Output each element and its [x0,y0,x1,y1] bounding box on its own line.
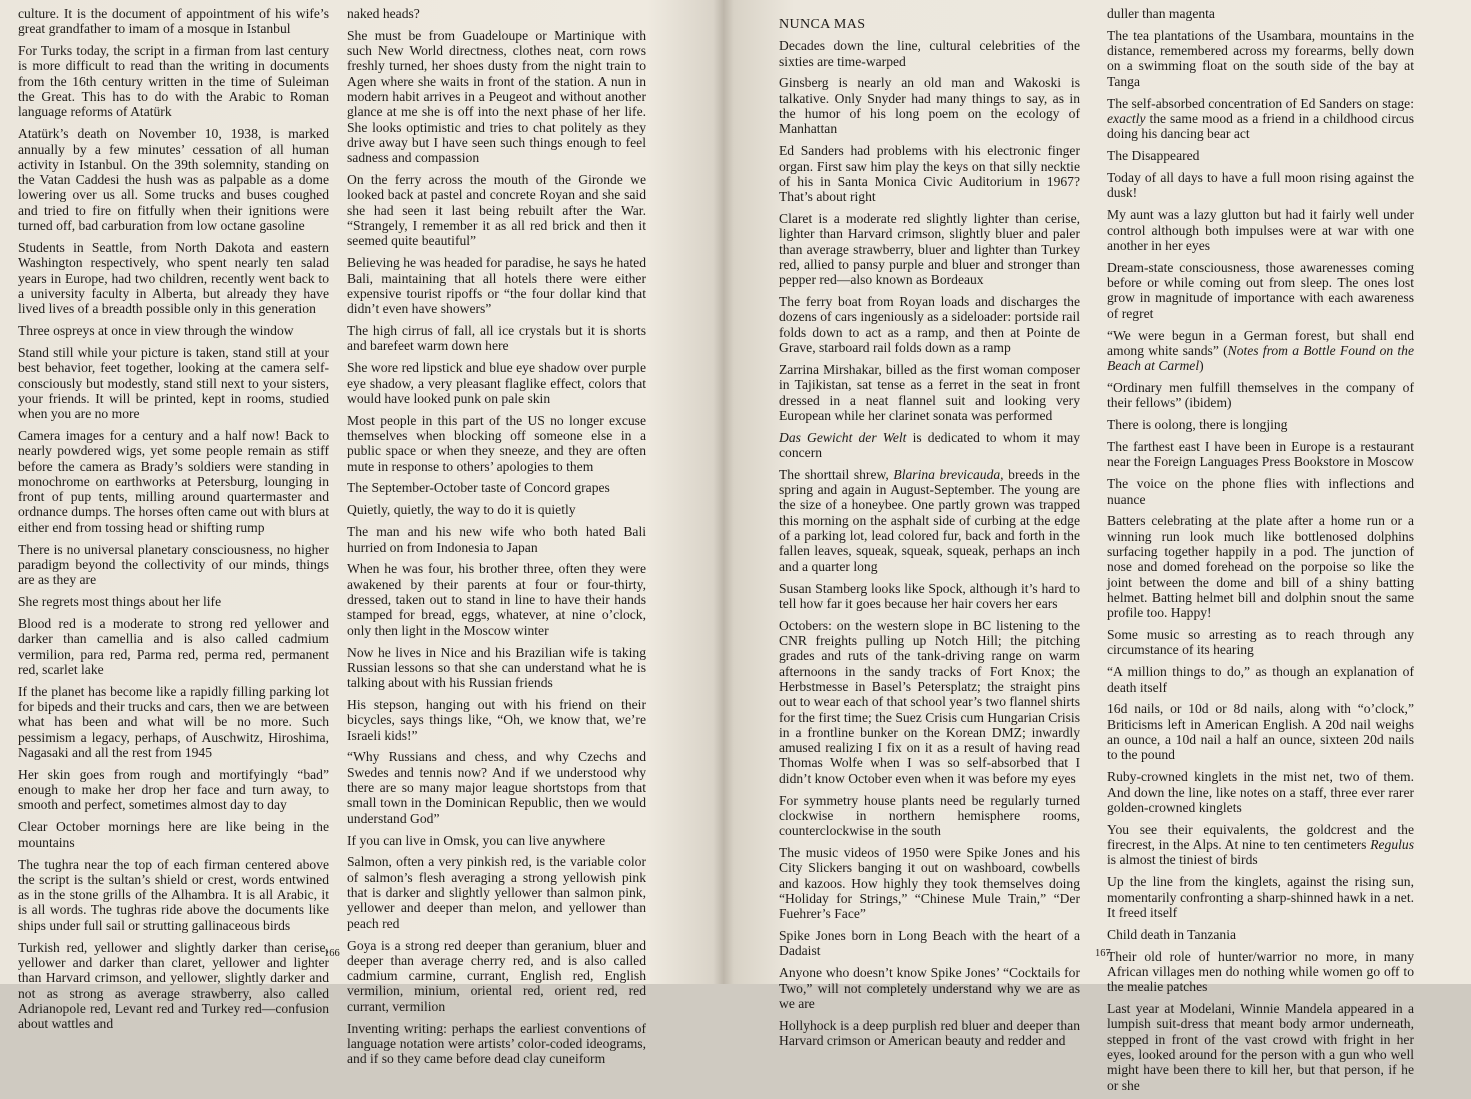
paragraph: She must be from Guadeloupe or Martinique with such New World directness, clothes neat, corn rows freshly turned, her shoes dusty from the night train to Agen where she waits in front of the station. A nun in modern habit arrives in a Peugeot and without another glance at me she is off into the next phase of her life. She looks optimistic and tries to chat politely as they drive away but I have seen such things enough to feel sadness and compassion [347,27,646,166]
paragraph: The man and his new wife who both hated Bali hurried on from Indonesia to Japan [347,524,646,555]
paragraph: Dream-state consciousness, those awarenesses coming before or while coming out from sleep. The ones lost grow in magnitude of importance with each awareness of regret [1107,259,1414,321]
paragraph: My aunt was a lazy glutton but had it fairly well under control although both impulses were at war with one another in her eyes [1107,207,1414,253]
paragraph: The tea plantations of the Usambara, mountains in the distance, remembered across my forearms, belly down on a swimming float on the south side of the bay at Tanga [1107,27,1414,89]
paragraph: Clear October mornings here are like being in the mountains [18,819,329,850]
paragraph: Octobers: on the western slope in BC listening to the CNR freights pulling up Notch Hill; the pitching grades and ruts of the tank-driving range on warm afternoons in the sandy tracks of Fort Knox; the Herbstmesse in Basel’s Petersplatz; the straight pins out to wear each of that school year’s two flannel shirts for the first time; the Suez Crisis cum Hungarian Crisis in a frontline bunker on the Korean DMZ; inwardly amused realizing I fix on it as a result of having read Thomas Wolfe when I was so self-absorbed that I didn’t know October even when it was before my eyes [779,617,1080,786]
paragraph: Some music so arresting as to reach through any circumstance of its hearing [1107,627,1414,658]
paragraph: The farthest east I have been in Europe is a restaurant near the Foreign Languages Press Bookstore in Moscow [1107,439,1414,470]
paragraph: There is no universal planetary consciousness, no higher paradigm beyond the collectivity of our minds, things are as they are [18,541,329,588]
section-heading: NUNCA MAS [779,17,866,32]
paragraph: Ed Sanders had problems with his electronic finger organ. First saw him play the keys on that silly necktie of his in Santa Monica Civic Auditorium in 1967? That’s about right [779,143,1080,205]
paragraph: For symmetry house plants need be regularly turned clockwise in northern hemisphere rooms, counterclockwise in the south [779,792,1080,839]
paragraph: The voice on the phone flies with inflections and nuance [1107,476,1414,507]
paragraph: The self-absorbed concentration of Ed Sanders on stage: exactly the same mood as a friend in a childhood circus doing his dancing bear act [1107,95,1414,142]
paragraph: Last year at Modelani, Winnie Mandela appeared in a lumpish suit-dress that meant body armor underneath, stepped in front of the vast crowd with fright in her eyes, looked around for the person with a gun who well might have been there to kill her, but that person, if he or she [1107,1001,1414,1093]
paragraph: culture. It is the document of appointment of his wife’s great grandfather to imam of a mosque in Istanbul [18,6,329,37]
paragraph: Susan Stamberg looks like Spock, although it’s hard to tell how far it goes because her hair covers her ears [779,580,1080,611]
paragraph: “We were begun in a German forest, but shall end among white sands” (Notes from a Bottle Found on the Beach at Carmel) [1107,327,1415,374]
paragraph: Students in Seattle, from North Dakota and eastern Washington respectively, who spent nearly ten salad years in Europe, had two children, recently went back to a university faculty in Alberta, but already they have lived lives of a breadth possible only in this generation [18,239,329,317]
paragraph: Atatürk’s death on November 10, 1938, is marked annually by a few minutes’ cessation of all human activity in Istanbul. On the 39th solemnity, standing on the Vatan Caddesi the hush was as palpable as a dome lowering over us all. Some trucks and buses coughed and tried to fire on fitfully when their ignitions were turned off, bad carburation from low octane gasoline [18,126,329,234]
paragraph: Stand still while your picture is taken, stand still at your best behavior, feet together, looking at the camera self-consciously but modestly, stand still next to your sisters, your friends. It will be printed, kept in rooms, studied when you are no more [18,344,329,422]
paragraph: The music videos of 1950 were Spike Jones and his City Slickers banging it out on washboard, cowbells and kazoos. How highly they took themselves doing “Holiday for Strings,” “Chinese Mule Train,” “Der Fuehrer’s Face” [779,845,1080,922]
paragraph: On the ferry across the mouth of the Gironde we looked back at pastel and concrete Royan and she said she had seen it last being rebuilt after the War. “Strangely, I remember it as all red brick and then it seemed quite beautiful” [347,172,646,249]
paragraph: Now he lives in Nice and his Brazilian wife is taking Russian lessons so that she can understand what he is talking about with his Russian friends [347,644,646,691]
paragraph: duller than magenta [1107,6,1215,21]
paragraph: Ruby-crowned kinglets in the mist net, two of them. And down the line, like notes on a staff, three ever rarer golden-crowned kinglets [1107,769,1414,815]
paragraph: Blood red is a moderate to strong red yellower and darker than camellia and is also called cadmium vermilion, para red, Parma red, perma red, permanent red, scarlet lake [18,616,329,677]
paragraph: There is oolong, there is longjing [1107,417,1288,433]
paragraph: naked heads? [347,6,420,21]
page-number-right: 167 [1095,948,1111,959]
paragraph: She wore red lipstick and blue eye shadow over purple eye shadow, a very pleasant flaglike effect, colors that would have looked punk on pale skin [347,360,646,406]
paragraph: When he was four, his brother three, often they were awakened by their parents at four or four-thirty, dressed, taken out to stand in line to have their hands stamped for bread, eggs, whatever, at nine o’clock, only then light in the Moscow winter [347,561,646,638]
paragraph: The tughra near the top of each firman centered above the script is the sultan’s shield or crest, words entwined as in the stone grills of the Alhambra. It is all Arabic, it is all words. The tughras ride above the documents like ships under full sail or strutting gallinaceous birds [18,856,329,933]
paragraph: “Ordinary men fulfill themselves in the company of their fellows” (ibidem) [1107,379,1414,411]
paragraph: The September-October taste of Concord grapes [347,480,610,496]
paragraph: She regrets most things about her life [18,594,222,610]
paragraph: Goya is a strong red deeper than geranium, bluer and deeper than average cherry red, and is also called cadmium carmine, currant, English red, English vermilion, minium, oriental red, orient red, red currant, vermilion [347,937,646,1014]
paragraph: “A million things to do,” as though an explanation of death itself [1107,664,1414,695]
paragraph: Turkish red, yellower and slightly darker than cerise, yellower and darker than claret, yellower and lighter than Harvard crimson, and yellower, slightly darker and not as strong as average strawberry, also called Adrianopole red, Levant red and Turkey red—confusion about wattles and [18,939,329,1032]
paragraph: Hollyhock is a deep purplish red bluer and deeper than Harvard crimson or American beauty and redder and [779,1017,1080,1049]
paragraph: For Turks today, the script in a firman from last century is more difficult to read than the writing in documents from the 16th century written in the time of Suleiman the Great. This has to do with the Arabic to Roman language reforms of Atatürk [18,43,329,120]
left-page [0,0,730,1067]
paragraph: Up the line from the kinglets, against the rising sun, momentarily confronting a sharp-shinned hawk in a net. It freed itself [1107,874,1414,920]
paragraph: Most people in this part of the US no longer excuse themselves when blocking off someone else in a public space or when they sneeze, and they are often mute in response to others’ apologies to them [347,412,646,474]
right-page-column-2 [1107,6,1414,1099]
right-page-column-1 [779,6,1080,1055]
paragraph: Today of all days to have a full moon rising against the dusk! [1107,170,1414,201]
paragraph: The ferry boat from Royan loads and discharges the dozens of cars ingeniously as a sideloader: portside rail folds down to act as a ramp, and then at Pointe de Grave, starboard rail folds down as a ramp [779,294,1080,356]
paragraph: Child death in Tanzania [1107,926,1237,942]
paragraph: Decades down the line, cultural celebrities of the sixties are time-warped [779,38,1080,69]
paragraph: If you can live in Omsk, you can live anywhere [347,832,606,848]
paragraph: Zarrina Mirshakar, billed as the first woman composer in Tajikistan, sat tense as a ferret in the seat in front dressed in a neat flannel suit and looking very European while her clarinet sonata was performed [779,361,1080,423]
right-page [741,0,1471,1093]
paragraph: Claret is a moderate red slightly lighter than cerise, lighter than Harvard crimson, slightly bluer and paler than average strawberry, bluer and lighter than Turkey red, allied to pansy purple and bluer and stronger than pepper red—also known as Bordeaux [779,211,1080,288]
left-page-column-1 [18,6,329,1038]
paragraph: The shorttail shrew, Blarina brevicauda, breeds in the spring and again in August-September. The young are the size of a honeybee. One partly grown was trapped this morning on the asphalt side of curbing at the edge of a parking lot, lead colored fur, back and forth in the fallen leaves, squeak, squeak, squeak, perhaps an inch and a quarter long [779,466,1080,574]
paragraph: Salmon, often a very pinkish red, is the variable color of salmon’s flesh averaging a strong yellowish pink that is darker and slightly yellower than salmon pink, yellower and deeper than melon, and yellower than peach red [347,854,646,931]
paragraph: Quietly, quietly, the way to do it is quietly [347,502,576,518]
left-page-column-2 [347,6,646,1073]
paragraph: 16d nails, or 10d or 8d nails, along with “o’clock,” Briticisms left in American English. A 20d nail weighs an ounce, a 10d nail a half an ounce, sixteen 20d nails to the pound [1107,701,1414,763]
paragraph: Anyone who doesn’t know Spike Jones’ “Cocktails for Two,” will not completely understand why we are as we are [779,965,1080,1011]
paragraph: Das Gewicht der Welt is dedicated to whom it may concern [779,429,1080,460]
paragraph: The high cirrus of fall, all ice crystals but it is shorts and barefeet warm down here [347,323,646,354]
paragraph: The Disappeared [1107,148,1200,164]
paragraph: Three ospreys at once in view through the window [18,323,294,339]
paragraph: “Why Russians and chess, and why Czechs and Swedes and tennis now? And if we understood why there are so many major league shortstops from that small town in the Dominican Republic, then we would understand God” [347,749,646,826]
paragraph: Their old role of hunter/warrior no more, in many African villages men do nothing while women go off to the mealie patches [1107,948,1414,995]
paragraph: Batters celebrating at the plate after a home run or a winning run look much like bottlenosed dolphins surfacing together happily in a pod. The junction of nose and domed forehead on the porpoise so like the joint between the dome and bill of a shiny batting helmet. Batting helmet bill and dolphin snout the same profile too. Happy! [1107,513,1414,621]
paragraph: Her skin goes from rough and mortifyingly “bad” enough to make her drop her face and turn away, to smooth and perfect, sometimes almost day to day [18,766,329,813]
paragraph: Ginsberg is nearly an old man and Wakoski is talkative. Only Snyder had many things to say, as in the humor of his long poem on the ecology of Manhattan [779,75,1080,137]
paragraph: Spike Jones born in Long Beach with the heart of a Dadaist [779,928,1080,959]
paragraph: Inventing writing: perhaps the earliest conventions of language notation were artists’ color-coded ideograms, and if so they came before dead clay cuneiform [347,1020,646,1067]
paragraph: You see their equivalents, the goldcrest and the firecrest, in the Alps. At nine to ten centimeters Regulus is almost the tiniest of birds [1107,821,1414,868]
paragraph: His stepson, hanging out with his friend on their bicycles, says things like, “Oh, we know that, we’re Israeli kids!” [347,697,646,743]
paragraph: If the planet has become like a rapidly filling parking lot for bipeds and their trucks and cars, then we are between what has been and what will be no more. Such pessimism a legacy, perhaps, of Auschwitz, Hiroshima, Nagasaki and all the rest from 1945 [18,683,329,760]
paragraph: Believing he was headed for paradise, he says he hated Bali, maintaining that all hotels there were either expensive tourist ripoffs or “the four dollar kind that didn’t even have showers” [347,255,646,317]
paragraph: Camera images for a century and a half now! Back to nearly powdered wigs, yet some people remain as stiff before the camera as Brady’s soldiers were standing in monochrome on earthworks at Petersburg, lounging in front of pup tents, milling around quartermaster and ordnance dumps. The horses often came out with blurs at either end from tossing head or shifting rump [18,427,329,535]
page-number-left: 166 [324,948,340,959]
